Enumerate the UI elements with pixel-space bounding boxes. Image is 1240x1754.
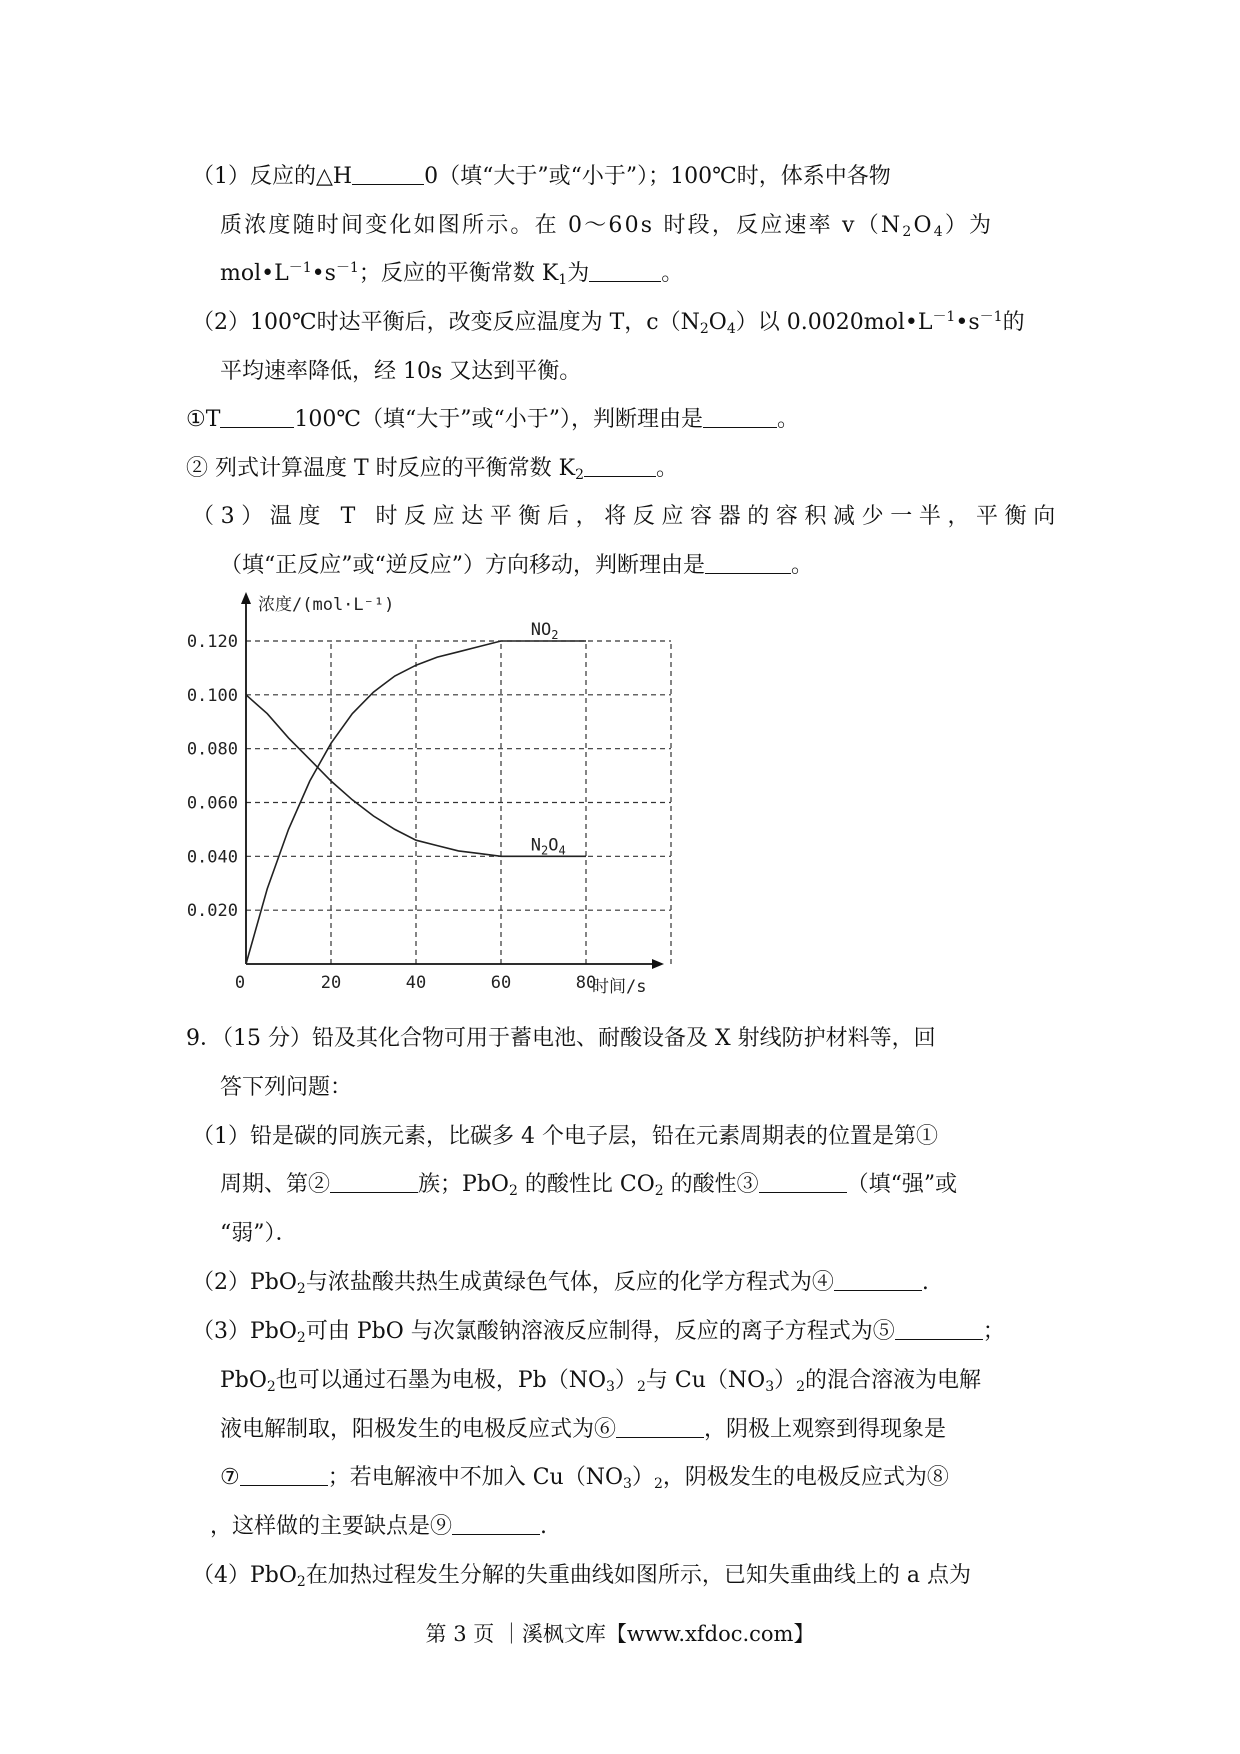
text: 液电解制取，阳极发生的电极反应式为⑥ xyxy=(220,1417,617,1442)
text: •s xyxy=(955,310,980,335)
subscript: 2 xyxy=(796,1379,806,1395)
q8-part2-item2 xyxy=(186,454,678,484)
subscript: 2 xyxy=(902,224,914,240)
subscript: 2 xyxy=(296,1281,306,1297)
concentration-time-chart xyxy=(180,588,700,998)
text: 。 xyxy=(656,456,679,481)
text: ；反应的平衡常数 K xyxy=(358,261,559,286)
text: 9．（15 分）铅及其化合物可用于蓄电池、耐酸设备及 X 射线防护材料等，回 xyxy=(186,1026,936,1051)
subscript: 3 xyxy=(606,1379,615,1395)
answer-blank xyxy=(834,1270,922,1291)
y-axis-label: 浓度/(mol·L⁻¹) xyxy=(258,595,395,615)
q8-part1-line2 xyxy=(220,211,993,241)
subscript: 2 xyxy=(541,843,549,858)
subscript: 2 xyxy=(575,467,585,483)
y-tick-label: 0.120 xyxy=(186,632,238,652)
subscript: 2 xyxy=(653,1476,663,1492)
x-tick-label: 80 xyxy=(575,973,597,993)
answer-blank xyxy=(895,1319,983,1340)
text: （填“强”或 xyxy=(846,1172,958,1197)
chart-grid xyxy=(246,641,671,964)
superscript: －1 xyxy=(335,260,359,276)
q8-part2-line2 xyxy=(220,357,581,387)
text: . xyxy=(921,1270,929,1295)
series-label-n2o4: $N_2O_4$ xyxy=(530,835,566,858)
answer-blank xyxy=(220,407,294,428)
text: 在加热过程发生分解的失重曲线如图所示，已知失重曲线上的 a 点为 xyxy=(305,1563,971,1588)
text: 的 xyxy=(1002,310,1025,335)
text: （3）温度 T 时反应达平衡后，将反应容器的容积减少一半，平衡向 xyxy=(192,504,1062,529)
text: 平均速率降低，经 10s 又达到平衡。 xyxy=(220,359,582,384)
answer-blank xyxy=(703,407,777,428)
subscript: 2 xyxy=(296,1574,306,1590)
q9-part3-line4 xyxy=(220,1463,949,1493)
text: O xyxy=(548,835,559,856)
superscript: －1 xyxy=(979,309,1003,325)
q9-part1-line1 xyxy=(192,1122,938,1152)
text: 族；PbO xyxy=(418,1172,509,1197)
q8-part2-item1 xyxy=(186,405,799,435)
text: ，这样做的主要缺点是⑨ xyxy=(210,1514,453,1539)
answer-blank xyxy=(705,553,791,574)
answer-blank xyxy=(584,456,656,477)
subscript: 2 xyxy=(699,321,709,337)
subscript: 2 xyxy=(654,1183,664,1199)
x-tick-label: 40 xyxy=(405,973,427,993)
subscript: 2 xyxy=(636,1379,646,1395)
text: 与 Cu（NO xyxy=(645,1368,766,1393)
subscript: 3 xyxy=(623,1476,632,1492)
text: （3）PbO xyxy=(192,1319,297,1344)
chart-ticks xyxy=(187,632,596,993)
q8-part3-line2 xyxy=(220,551,813,581)
y-tick-label: 0.080 xyxy=(186,739,238,760)
subscript: 2 xyxy=(296,1330,306,1346)
text: （1）铅是碳的同族元素，比碳多 4 个电子层，铅在元素周期表的位置是第① xyxy=(192,1124,938,1149)
text: ） xyxy=(614,1368,637,1393)
q8-part1-line1 xyxy=(192,162,891,192)
text: 的酸性比 CO xyxy=(517,1172,655,1197)
text: O xyxy=(913,213,934,238)
x-tick-label: 60 xyxy=(490,973,512,993)
subscript: 4 xyxy=(726,321,736,337)
text: ） xyxy=(631,1465,654,1490)
text: •s xyxy=(311,261,336,286)
text: PbO xyxy=(220,1368,267,1393)
text: ）以 0.0020mol•L xyxy=(735,310,933,335)
text: O xyxy=(708,310,727,335)
answer-blank xyxy=(330,1172,418,1193)
q9-stem-line2 xyxy=(220,1073,352,1103)
q9-stem-line1 xyxy=(186,1024,936,1054)
text: 。 xyxy=(661,261,684,286)
q9-part2 xyxy=(192,1268,929,1298)
text: mol•L xyxy=(220,261,289,286)
answer-blank xyxy=(616,1417,704,1438)
y-tick-label: 0.100 xyxy=(186,685,238,706)
q9-part3-line3 xyxy=(220,1415,946,1445)
text: 可由 PbO 与次氯酸钠溶液反应制得，反应的离子方程式为⑤ xyxy=(305,1319,895,1344)
superscript: －1 xyxy=(932,309,956,325)
text: （4）PbO xyxy=(192,1563,297,1588)
text: 的混合溶液为电解 xyxy=(805,1368,982,1393)
text: ，阴极上观察到得现象是 xyxy=(704,1417,947,1442)
text: ）为 xyxy=(944,213,994,238)
subscript: 2 xyxy=(508,1183,518,1199)
text: ；若电解液中不加入 Cu（NO xyxy=(327,1465,624,1490)
text: 周期、第② xyxy=(220,1172,331,1197)
text: . xyxy=(540,1514,548,1539)
text: 0（填“大于”或“小于”）；100℃时，体系中各物 xyxy=(424,164,891,189)
subscript: 4 xyxy=(933,224,945,240)
subscript: 2 xyxy=(551,628,559,642)
text: ； xyxy=(982,1319,1005,1344)
q9-part1-line2 xyxy=(220,1170,957,1200)
text: （2）100℃时达平衡后，改变反应温度为 T，c（N xyxy=(192,310,700,335)
q9-part1-line3 xyxy=(220,1219,298,1249)
q9-part3-line5 xyxy=(210,1512,547,1542)
x-tick-label: 0 xyxy=(234,973,246,993)
q8-part3-line1 xyxy=(192,502,1062,532)
q9-part3-line2 xyxy=(220,1366,981,1396)
subscript: 1 xyxy=(558,272,568,288)
answer-blank xyxy=(452,1514,540,1535)
subscript: 2 xyxy=(266,1379,276,1395)
answer-blank xyxy=(352,164,424,185)
text: 质浓度随时间变化如图所示。在 0～60s 时段，反应速率 v（N xyxy=(220,213,903,238)
text: 。 xyxy=(777,407,800,432)
subscript: 3 xyxy=(765,1379,775,1395)
q9-part3-line1 xyxy=(192,1317,1005,1347)
answer-blank xyxy=(589,261,661,282)
text: （填“正反应”或“逆反应”）方向移动，判断理由是 xyxy=(220,553,705,578)
page-footer: 第 3 页 ｜溪枫文库【www.xfdoc.com】 xyxy=(425,1622,815,1646)
text: （1）反应的△H xyxy=(192,164,353,189)
text: ⑦ xyxy=(220,1465,240,1490)
text: ①T xyxy=(186,407,221,432)
superscript: －1 xyxy=(288,260,312,276)
y-tick-label: 0.060 xyxy=(186,793,238,814)
text: 的酸性③ xyxy=(663,1172,759,1197)
q8-part2-line1 xyxy=(192,308,1025,338)
text: “弱”）． xyxy=(220,1221,298,1246)
x-axis-arrow xyxy=(652,959,664,969)
text: ） xyxy=(774,1368,797,1393)
y-tick-label: 0.020 xyxy=(186,901,238,922)
subscript: 4 xyxy=(558,843,566,858)
text: ② 列式计算温度 T 时反应的平衡常数 K xyxy=(186,456,576,481)
q9-part4 xyxy=(192,1561,971,1591)
answer-blank xyxy=(759,1172,847,1193)
y-tick-label: 0.040 xyxy=(186,847,238,868)
text: 也可以通过石墨为电极，Pb（NO xyxy=(275,1368,607,1393)
x-axis-label: 时间/s xyxy=(592,977,647,997)
text: 答下列问题： xyxy=(220,1075,353,1100)
x-tick-label: 20 xyxy=(320,973,342,993)
answer-blank xyxy=(240,1465,328,1486)
text: 。 xyxy=(791,553,814,578)
y-axis-arrow xyxy=(241,592,251,604)
chart-axes xyxy=(241,592,664,969)
text: 为 xyxy=(567,261,590,286)
series-label-no2: $NO_2$ xyxy=(530,620,559,642)
text: ，阴极发生的电极反应式为⑧ xyxy=(662,1465,949,1490)
q8-part1-line3 xyxy=(220,259,683,289)
text: 100℃（填“大于”或“小于”），判断理由是 xyxy=(294,407,703,432)
text: 与浓盐酸共热生成黄绿色气体，反应的化学方程式为④ xyxy=(305,1270,834,1295)
text: （2）PbO xyxy=(192,1270,297,1295)
